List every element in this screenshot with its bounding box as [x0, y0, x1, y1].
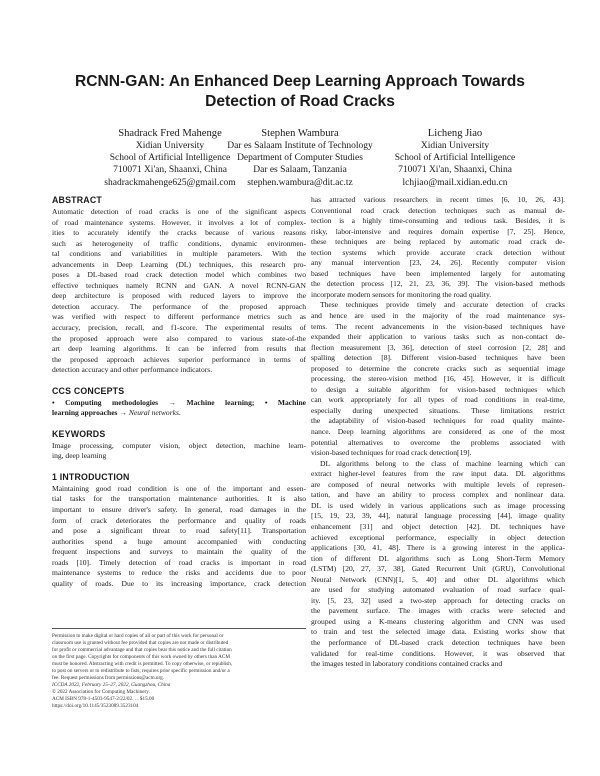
author-affiliation: Xidian University [420, 141, 490, 151]
text-line: tation, and have an ability to process complex and nonlinear data. [311, 490, 565, 500]
text-line: tial tasks for the transportation maintenance authorities. It is also [52, 494, 306, 504]
abstract-body [52, 207, 306, 376]
text-line: DL algorithms belong to the class of machine learning which can [320, 458, 565, 468]
ccs-body [52, 398, 306, 419]
footnote-line: must be honored. Abstracting with credit is permitted. To copy otherwise, or republish, [52, 660, 233, 667]
text-line: validated for real-time conditions. However, it was observed that [311, 648, 565, 658]
text-line: spalling detection [8]. Different vision-based techniques have been [311, 353, 565, 363]
footnote-line: to post on servers or to redistribute to lists, requires prior specific permission and/or a [52, 667, 230, 674]
text-line: the proposed approach achieves superior performance in terms of [52, 354, 306, 364]
text-line: potential alternatives to overcome the problems associated with [311, 437, 565, 447]
right-column [311, 195, 565, 670]
text-line: has attracted various researchers in recent times [6, 10, 26, 43]. [311, 195, 565, 204]
text-line: the proposed approach were also compared to various state-of-the [52, 333, 306, 343]
text-line: roads [10]. Timely detection of road cracks is important in road [52, 557, 306, 567]
author-block [385, 127, 525, 189]
text-line: important to ensure driver's safety. In general, road damages in the [52, 505, 306, 515]
text-line: are composed of neural networks with multiple levels of represen- [311, 479, 565, 489]
author-email: stephen.wambura@dit.ac.tz [247, 177, 353, 188]
text-line: nance. Deep learning algorithms are considered as one of the most [311, 427, 565, 437]
text-line: the pavement surface. The images with cracks were selected and [311, 606, 565, 616]
text-line: applications [30, 41, 48]. There is a growing interest in the applica- [311, 543, 565, 553]
ccs-term: learning approaches [52, 408, 118, 418]
text-line: ing, deep learning [52, 451, 107, 461]
abstract-heading: ABSTRACT [52, 195, 102, 205]
text-line: can work appropriately for all types of road conditions in real-time, [311, 395, 565, 405]
text-line: any manual intervention [23, 24, 26]. Recently computer vision [311, 258, 565, 268]
author-name: Licheng Jiao [427, 128, 483, 139]
text-line: tion of different DL algorithms such as Long Short-Term Memory [311, 553, 565, 563]
ccs-arrow: → [117, 408, 129, 418]
text-line: ities to accurately identify the cracks because of various reasons [52, 228, 306, 238]
paragraph [311, 300, 565, 458]
left-column [52, 194, 306, 589]
footnote-line: classroom use is granted without fee provided that copies are not made or distributed [52, 639, 229, 646]
conference-line: ICCDA 2022, February 25–27, 2022, Guangzhou, China [52, 681, 171, 688]
copyright-line: © 2022 Association for Computing Machinery. [52, 688, 150, 695]
text-line: and pose a significant threat to road safety[11]. Transportation [52, 526, 306, 536]
author-affiliation: School of Artificial Intelligence [394, 153, 516, 164]
author-block [100, 127, 240, 189]
ccs-heading: CCS CONCEPTS [52, 385, 125, 396]
author-affiliation: 710071 Xi'an, Shaanxi, China [398, 165, 512, 176]
text-line: art deep learning algorithms. It can be inferred from results that [52, 344, 306, 354]
text-line: advancements in Deep Learning (DL) techniques, this research pro- [52, 259, 306, 269]
keywords-heading: KEYWORDS [52, 428, 106, 439]
text-line: form of crack deteriorates the performance and quality of roads [52, 515, 306, 525]
text-line: Automatic detection of road cracks is one of the significant aspects [52, 207, 306, 216]
author-affiliation: Xidian University [135, 141, 205, 151]
text-line: extract higher-level features from the raw input data. DL algorithms [311, 469, 565, 479]
text-line: was verified with respect to different performance metrics such as [52, 312, 306, 322]
text-line: enhancement [31] and object detection [42]. DL techniques have [311, 521, 565, 531]
text-line: such as heterogeneity of traffic conditions, dynamic environmen- [52, 238, 306, 248]
isbn-line: ACM ISBN 978-1-4503-9547-2/22/02. . . $15.00 [52, 695, 155, 702]
text-line: achieved exceptional performance, especially in object detection [311, 532, 565, 542]
text-line: grouped using a K-means clustering algorithm and CNN was used [311, 616, 565, 626]
author-email: shadrackmahenge625@gmail.com [104, 177, 236, 188]
author-affiliation: Dar es Salaam Institute of Technology [227, 141, 373, 151]
text-line: effective techniques namely RCNN and GAN. A novel RCNN-GAN [52, 280, 306, 290]
doi-link[interactable]: https://doi.org/10.1145/3523089.3523104 [52, 702, 139, 709]
keywords-body [52, 441, 306, 462]
text-line: flection measurement [3, 36], detection of steel corrosion [2, 28] and [311, 342, 565, 352]
text-line: especially during unexpected situations. These limitations restrict [311, 405, 565, 415]
author-affiliation: School of Artificial Intelligence [109, 153, 231, 164]
text-line: tems. The recent advancements in the vision-based techniques have [311, 321, 565, 331]
author-affiliation: 710071 Xi'an, Shaanxi, China [113, 165, 227, 176]
paper-title [40, 72, 560, 112]
text-line: authorities spend a huge amount accompanied with conducting [52, 536, 306, 546]
title-line: Detection of Road Cracks [205, 93, 395, 110]
text-line: incorporate modern sensors for monitoring the road quality. [311, 289, 492, 299]
ccs-term: Neural networks [128, 408, 179, 418]
author-affiliation: Department of Computer Studies [237, 153, 363, 164]
text-line: risky, labor-intensive and requires domain expertise [7, 25]. Hence, [311, 226, 565, 236]
text-line: expanded their application to various tasks such as non-contact de- [311, 332, 565, 342]
text-line: these techniques are being replaced by automatic road crack de- [311, 237, 565, 247]
author-email: lchjiao@mail.xidian.edu.cn [402, 177, 508, 188]
text-line: of road maintenance systems. However, it involves a lot of complex- [52, 217, 306, 227]
author-affiliation: Dar es Salaam, Tanzania [253, 165, 347, 176]
text-line: tal conditions and variabilities in multiple parameters. With the [52, 249, 306, 259]
introduction-heading: 1 INTRODUCTION [52, 471, 130, 482]
paragraph [311, 459, 565, 670]
text-line: the performance of DL-based crack detection techniques have been [311, 637, 565, 647]
text-line: based techniques have been implemented largely for automating [311, 268, 565, 278]
ccs-end: . [178, 408, 181, 418]
text-line: quality of roads. Due to its increasing importance, crack detection [52, 578, 306, 588]
text-line: • Computing methodologies → Machine learning; • Machine [52, 397, 306, 407]
text-line: processing, the stereo-vision method [16, 45]. However, it is difficult [311, 374, 565, 384]
text-line: to train and test the selected image data. Existing works show that [311, 627, 565, 637]
text-line: ity. [5, 23, 32] used a two-step approach for detecting cracks on [311, 595, 565, 605]
author-name: Shadrack Fred Mahenge [118, 128, 222, 139]
permission-footnote [52, 628, 306, 709]
text-line: poses a DL-based road crack detection model which combines two [52, 270, 306, 280]
text-line: (LSTM) [20, 27, 37, 38], Gated Recurrent Unit (GRU), Convolutional [311, 564, 565, 574]
text-line: the adaptability of vision-based techniques for road quality mainte- [311, 416, 565, 426]
text-line: accuracy, precision, recall, and f1-score. The experimental results of [52, 323, 306, 333]
text-line: detection accuracy and other performance indicators. [52, 365, 213, 375]
text-line: proposed to determine the concrete cracks such as sequential image [311, 363, 565, 373]
text-line: Image processing, computer vision, object detection, machine learn- [52, 440, 306, 450]
text-line: the detection process [12, 21, 23, 36, 39]. The vision-based methods [311, 279, 565, 289]
text-line: are used for studying automated evaluation of road surface qual- [311, 585, 565, 595]
text-line: maintenance systems to reduce the risks and accidents due to poor [52, 568, 306, 578]
text-line: detection accuracy. The performance of the proposed approach [52, 301, 306, 311]
text-line: the images tested in laboratory conditions contained cracks and [311, 659, 503, 669]
text-line: to design a suitable algorithm for vision-based techniques which [311, 384, 565, 394]
text-line: DL is used widely in various applications such as image processing [311, 500, 565, 510]
text-line: Conventional road crack detection techniques such as manual de- [311, 205, 565, 215]
text-line: These techniques provide timely and accurate detection of cracks [320, 300, 565, 310]
text-line: deep architecture is proposed with reduced layers to improve the [52, 291, 306, 301]
text-line: vision-based techniques for road crack detection[19]. [311, 448, 472, 458]
text-line: and hence are used in the majority of the road maintenance sys- [311, 311, 565, 321]
text-line: Neural Network (CNN)[1, 5, 40] and other DL algorithms which [311, 574, 565, 584]
footnote-line: fee. Request permissions from permissions@acm.org. [52, 674, 165, 681]
text-line: tection is a highly time-consuming and tedious task. Besides, it is [311, 216, 565, 226]
footnote-line: Permission to make digital or hard copies of all or part of this work for personal or [52, 633, 224, 639]
text-line: frequent inspections and surveys to maintain the quality of the [52, 547, 306, 557]
introduction-body [52, 484, 306, 589]
footnote-line: for profit or commercial advantage and that copies bear this notice and the full citation [52, 646, 232, 653]
author-block [225, 127, 375, 189]
author-name: Stephen Wambura [261, 128, 339, 139]
text-line: [15, 19, 23, 39, 44], natural language processing [44], image quality [311, 511, 565, 521]
paragraph [311, 195, 565, 300]
text-line: Maintaining good road condition is one of the important and essen- [52, 483, 306, 493]
title-line: RCNN-GAN: An Enhanced Deep Learning Approach Towards [75, 73, 525, 90]
text-line [52, 408, 306, 419]
text-line: tection systems which provide accurate crack detection without [311, 247, 565, 257]
footnote-line: on the first page. Copyrights for components of this work owned by others than ACM [52, 653, 230, 660]
